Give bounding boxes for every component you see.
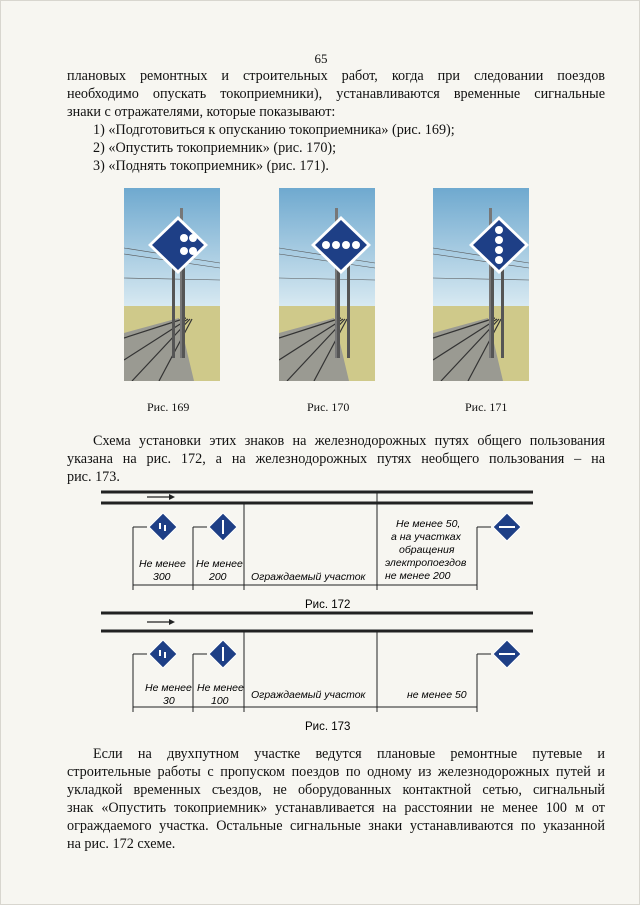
dim-label-3b: а на участках [391, 531, 461, 543]
sign-diamond [149, 640, 177, 668]
paragraph-2-line-2: указана на рис. 172, а на железнодорожных путях необщего пользования – на [67, 451, 605, 467]
paragraph-3-line-6: на рис. 172 схеме. [67, 836, 176, 852]
photo-fig-169 [124, 188, 220, 381]
paragraph-3-line-1: Если на двухпутном участке ведутся плановые ремонтные путевые и [93, 746, 605, 762]
paragraph-1-line-1: плановых ремонтных и строительных работ, когда при следовании поездов [67, 68, 605, 84]
sign-pole [337, 258, 340, 358]
sign-mark [222, 520, 224, 534]
sign-pole [172, 258, 175, 358]
caption-fig-171: Рис. 171 [465, 400, 508, 414]
sign-mark [164, 525, 166, 531]
diagram-fig-172 [101, 485, 541, 615]
photo-fig-170 [279, 188, 375, 381]
dim-label-1b: 300 [153, 571, 171, 583]
sign-mark [164, 652, 166, 658]
sign-pole [347, 258, 350, 358]
caption-fig-173: Рис. 173 [305, 721, 351, 733]
dim-label-1a: Не менее [145, 682, 192, 694]
dim-label-2a: Не менее [196, 558, 243, 570]
zone-label: Ограждаемый участок [251, 571, 366, 583]
diagram-fig-173 [101, 608, 541, 738]
dim-label-2b: 100 [211, 695, 229, 707]
dim-label-3e: не менее 200 [385, 570, 451, 582]
caption-fig-170: Рис. 170 [307, 400, 350, 414]
list-item-1: 1) «Подготовиться к опусканию токоприемника» (рис. 169); [93, 122, 455, 138]
dim-label-3c: обращения [399, 544, 455, 556]
dim-label-2a: Не менее [197, 682, 244, 694]
dim-label-3a: Не менее 50, [396, 518, 461, 530]
dim-label-1b: 30 [163, 695, 175, 707]
reflector [332, 241, 340, 249]
sign-mark [499, 653, 515, 655]
direction-arrow-head [169, 494, 175, 500]
reflector [322, 241, 330, 249]
paragraph-2-line-3: рис. 173. [67, 469, 120, 485]
reflector [495, 236, 503, 244]
caption-fig-172: Рис. 172 [305, 599, 351, 611]
sign-pole [491, 258, 494, 358]
paragraph-3-line-2: строительные работы с пропуском поездов по одному из железнодорожных путей и [67, 764, 605, 780]
sign-diamond [149, 513, 177, 541]
sign-mark [222, 647, 224, 661]
reflector [495, 256, 503, 264]
reflector [352, 241, 360, 249]
reflector [495, 246, 503, 254]
paragraph-3-line-5: ограждаемого участка. Остальные сигнальные знаки устанавливаются по указанной [67, 818, 605, 834]
paragraph-1-line-3: знаки с отражателями, которые показывают: [67, 104, 336, 120]
dim-label-3: не менее 50 [407, 689, 467, 701]
sign-mark [159, 523, 161, 529]
page-number: 65 [314, 51, 328, 66]
dim-label-1a: Не менее [139, 558, 186, 570]
reflector [495, 226, 503, 234]
dim-label-2b: 200 [209, 571, 227, 583]
dim-label-3d: электропоездов [385, 557, 467, 569]
reflector [342, 241, 350, 249]
reflector [189, 234, 197, 242]
sign-mark [159, 650, 161, 656]
reflector [180, 247, 188, 255]
paragraph-3-line-3: укладкой временных съездов, не оборудованных контактной сетью, сигнальный [67, 782, 605, 798]
reflector [189, 247, 197, 255]
paragraph-1-line-2: необходимо опускать токоприемники), устанавливаются временные сигнальные [67, 86, 605, 102]
sign-pole [501, 258, 504, 358]
direction-arrow-head [169, 619, 175, 625]
list-item-3: 3) «Поднять токоприемник» (рис. 171). [93, 158, 329, 174]
zone-label: Ограждаемый участок [251, 689, 366, 701]
list-item-2: 2) «Опустить токоприемник» (рис. 170); [93, 140, 337, 156]
paragraph-3-line-4: знак «Опустить токоприемник» устанавливается на расстоянии не менее 100 м от [67, 800, 605, 816]
sign-pole [182, 258, 185, 358]
sign-mark [499, 526, 515, 528]
paragraph-2-line-1: Схема установки этих знаков на железнодорожных путях общего пользования [93, 433, 605, 449]
photo-fig-171 [433, 188, 529, 381]
reflector [180, 234, 188, 242]
caption-fig-169: Рис. 169 [147, 400, 190, 414]
